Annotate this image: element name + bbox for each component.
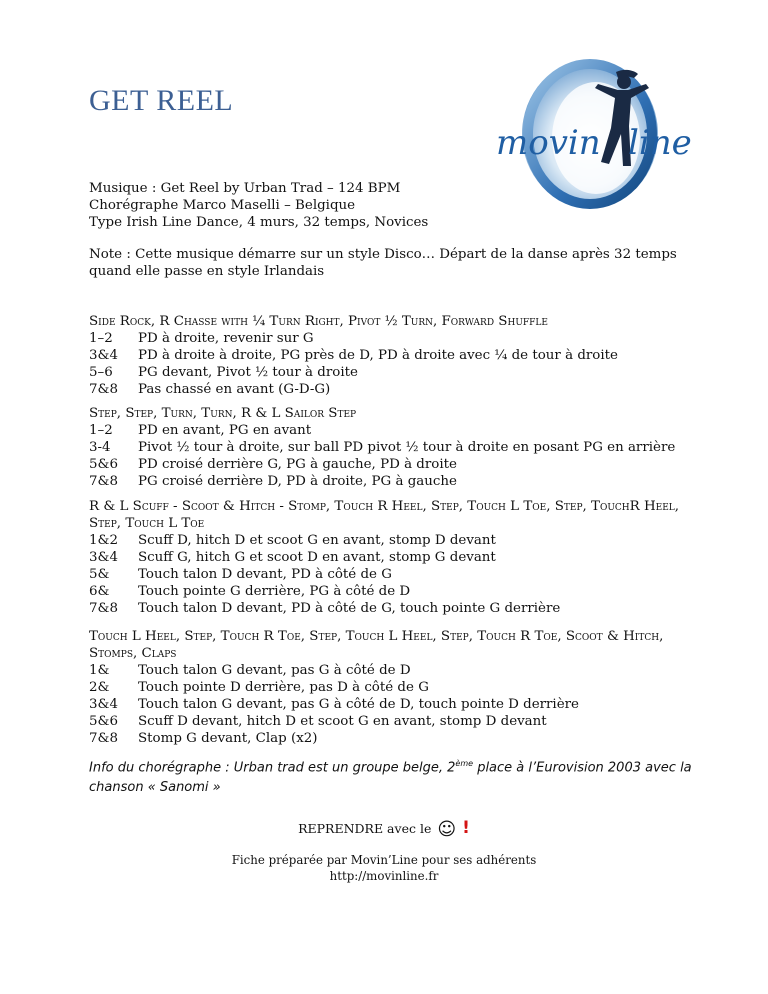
step-row: [89, 439, 709, 456]
step-desc: Touch talon G devant, pas G à côté de D: [138, 663, 411, 678]
reprendre-line: [0, 818, 768, 840]
section-title: Touch L Heel, Step, Touch R Toe, Step, Touch L Heel, Step, Touch R Toe, Scoot & Hitch, Stomps, Claps: [89, 629, 664, 661]
step-desc: Pivot ½ tour à droite, sur ball PD pivot ½ tour à droite en posant PG en arrière: [138, 440, 676, 455]
info-superscript: ème: [455, 759, 474, 768]
step-count: 1–2: [89, 331, 113, 346]
step-count: 6&: [89, 584, 110, 599]
footer: [0, 852, 768, 884]
step-row: [89, 600, 709, 617]
step-count: 7&8: [89, 601, 118, 616]
section-3: [89, 498, 709, 617]
music-note: Note : Cette musique démarre sur un style Disco… Départ de la danse après 32 temps quand elle passe en style Irlandais: [89, 247, 677, 279]
step-row: [89, 549, 709, 566]
section-title: Side Rock, R Chasse with ¼ Turn Right, Pivot ½ Turn, Forward Shuffle: [89, 314, 548, 329]
step-row: [89, 330, 709, 347]
step-count: 1&: [89, 663, 110, 678]
step-count: 3-4: [89, 440, 111, 455]
step-desc: PD en avant, PG en avant: [138, 423, 312, 438]
step-count: 3&4: [89, 697, 118, 712]
footer-credit: Fiche préparée par Movin’Line pour ses adhérents: [231, 853, 537, 867]
dancer-silhouette-icon: [478, 42, 702, 210]
step-desc: Scuff D devant, hitch D et scoot G en avant, stomp D devant: [138, 714, 547, 729]
logo-text-movin: movin: [496, 123, 601, 163]
smiley-icon: ☺: [437, 819, 457, 840]
step-desc: Scuff G, hitch G et scoot D en avant, stomp G devant: [138, 550, 496, 565]
step-count: 7&8: [89, 731, 118, 746]
step-count: 5–6: [89, 365, 113, 380]
info-text: Info du chorégraphe : Urban trad est un groupe belge, 2: [89, 760, 456, 776]
choreographer-info: [89, 754, 709, 798]
step-desc: Touch pointe G derrière, PG à côté de D: [138, 584, 411, 599]
step-row: [89, 364, 709, 381]
step-desc: Touch talon G devant, pas G à côté de D, touch pointe D derrière: [138, 697, 579, 712]
step-desc: PD à droite à droite, PG près de D, PD à droite avec ¼ de tour à droite: [138, 348, 618, 363]
meta-music: Musique : Get Reel by Urban Trad – 124 BPM: [89, 181, 401, 196]
step-row: [89, 696, 709, 713]
step-count: 1–2: [89, 423, 113, 438]
section-title: Step, Step, Turn, Turn, R & L Sailor Step: [89, 406, 357, 421]
reprendre-text: REPRENDRE avec le: [298, 821, 432, 836]
step-row: [89, 347, 709, 364]
step-desc: PG croisé derrière D, PD à droite, PG à gauche: [138, 474, 457, 489]
step-desc: PD croisé derrière G, PG à gauche, PD à droite: [138, 457, 457, 472]
movinline-logo: [478, 42, 702, 210]
page-title: GET REEL: [89, 84, 234, 117]
step-desc: Touch talon D devant, PD à côté de G, touch pointe G derrière: [138, 601, 561, 616]
step-count: 3&4: [89, 348, 118, 363]
step-desc: PG devant, Pivot ½ tour à droite: [138, 365, 358, 380]
step-count: 5&6: [89, 714, 118, 729]
step-desc: Scuff D, hitch D et scoot G en avant, stomp D devant: [138, 533, 496, 548]
step-count: 3&4: [89, 550, 118, 565]
step-desc: Touch pointe D derrière, pas D à côté de G: [138, 680, 429, 695]
step-row: [89, 381, 709, 398]
step-row: [89, 730, 709, 747]
step-row: [89, 456, 709, 473]
step-count: 5&: [89, 567, 110, 582]
step-count: 7&8: [89, 474, 118, 489]
meta-type: Type Irish Line Dance, 4 murs, 32 temps, Novices: [89, 215, 429, 230]
step-desc: Pas chassé en avant (G-D-G): [138, 382, 331, 397]
section-2: [89, 405, 709, 490]
section-title: R & L Scuff - Scoot & Hitch - Stomp, Touch R Heel, Step, Touch L Toe, Step, TouchR Heel, Step, Touch L Toe: [89, 499, 680, 531]
step-desc: Stomp G devant, Clap (x2): [138, 731, 318, 746]
info-text-end: place à l’Eurovision 2003 avec la chanson « Sanomi »: [89, 760, 692, 796]
step-row: [89, 422, 709, 439]
step-row: [89, 566, 709, 583]
section-1: [89, 313, 709, 398]
step-count: 2&: [89, 680, 110, 695]
step-row: [89, 713, 709, 730]
step-desc: PD à droite, revenir sur G: [138, 331, 314, 346]
exclamation-icon: !: [462, 818, 470, 838]
step-row: [89, 662, 709, 679]
step-count: 5&6: [89, 457, 118, 472]
step-row: [89, 583, 709, 600]
footer-url: http://movinline.fr: [329, 869, 439, 883]
dance-meta: [89, 180, 428, 231]
step-count: 7&8: [89, 382, 118, 397]
step-count: 1&2: [89, 533, 118, 548]
section-4: [89, 628, 709, 747]
step-desc: Touch talon D devant, PD à côté de G: [138, 567, 392, 582]
logo-text-line: line: [628, 123, 692, 163]
meta-choreographer: Chorégraphe Marco Maselli – Belgique: [89, 198, 356, 213]
step-row: [89, 532, 709, 549]
step-row: [89, 679, 709, 696]
step-row: [89, 473, 709, 490]
